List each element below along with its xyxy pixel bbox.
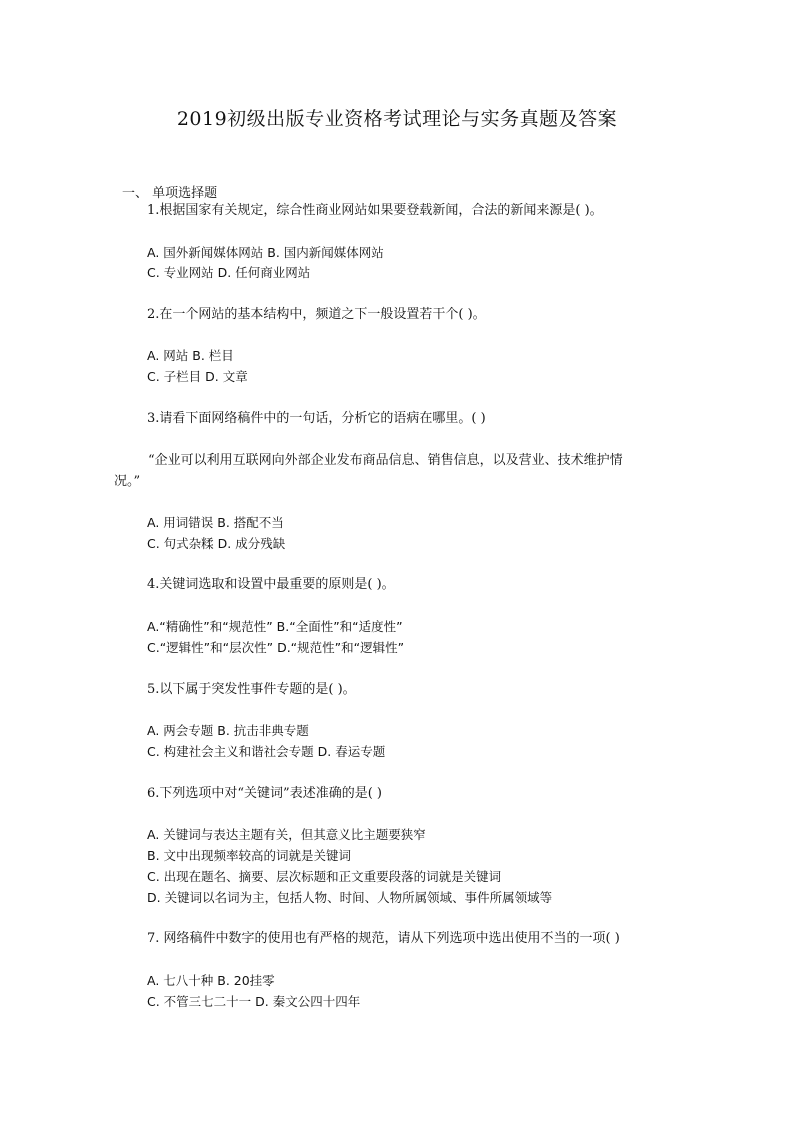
question-3-quote-line-1: “企业可以利用互联网向外部企业发布商品信息、销售信息，以及营业、技术维护情 [148, 453, 623, 468]
question-1-stem: 1.根据国家有关规定，综合性商业网站如果要登载新闻，合法的新闻来源是( )。 [147, 203, 603, 218]
question-6-option-c: C. 出现在题名、摘要、层次标题和正文重要段落的词就是关键词 [147, 869, 502, 884]
question-5-stem: 5.以下属于突发性事件专题的是( )。 [147, 682, 356, 697]
question-3-option-line-1: A. 用词错误 B. 搭配不当 [147, 515, 284, 530]
question-3-quote-line-2: 况。” [114, 474, 141, 489]
question-2-option-line-2: C. 子栏目 D. 文章 [147, 369, 248, 384]
question-4-option-line-2: C.“逻辑性”和“层次性” D.“规范性”和“逻辑性” [147, 640, 405, 655]
question-6-option-d: D. 关键词以名词为主，包括人物、时间、人物所属领域、事件所属领域等 [147, 890, 553, 905]
question-4-option-line-1: A.“精确性”和“规范性” B.“全面性”和“适度性” [147, 619, 403, 634]
question-3-stem: 3.请看下面网络稿件中的一句话，分析它的语病在哪里。( ) [147, 411, 486, 426]
question-1-option-line-2: C. 专业网站 D. 任何商业网站 [147, 265, 311, 280]
question-6-option-b: B. 文中出现频率较高的词就是关键词 [147, 848, 352, 863]
question-5-option-line-2: C. 构建社会主义和谐社会专题 D. 春运专题 [147, 744, 386, 759]
question-3-option-line-2: C. 句式杂糅 D. 成分残缺 [147, 536, 286, 551]
question-7-option-line-1: A. 七八十种 B. 20挂零 [147, 973, 275, 988]
question-6-option-a: A. 关键词与表达主题有关，但其意义比主题要狭窄 [147, 827, 426, 842]
question-5-option-line-1: A. 两会专题 B. 抗击非典专题 [147, 723, 309, 738]
question-7-option-line-2: C. 不管三七二十一 D. 秦文公四十四年 [147, 994, 361, 1009]
question-6-stem: 6.下列选项中对“关键词”表述准确的是( ) [147, 786, 382, 801]
question-1-option-line-1: A. 国外新闻媒体网站 B. 国内新闻媒体网站 [147, 245, 384, 260]
question-2-stem: 2.在一个网站的基本结构中，频道之下一般设置若干个( )。 [147, 307, 486, 322]
question-7-stem: 7. 网络稿件中数字的使用也有严格的规范，请从下列选项中选出使用不当的一项( ) [147, 931, 620, 946]
question-4-stem: 4.关键词选取和设置中最重要的原则是( )。 [147, 577, 395, 592]
section-heading: 一、 单项选择题 [122, 186, 218, 201]
question-2-option-line-1: A. 网站 B. 栏目 [147, 348, 234, 363]
document-title: 2019初级出版专业资格考试理论与实务真题及答案 [176, 108, 618, 130]
